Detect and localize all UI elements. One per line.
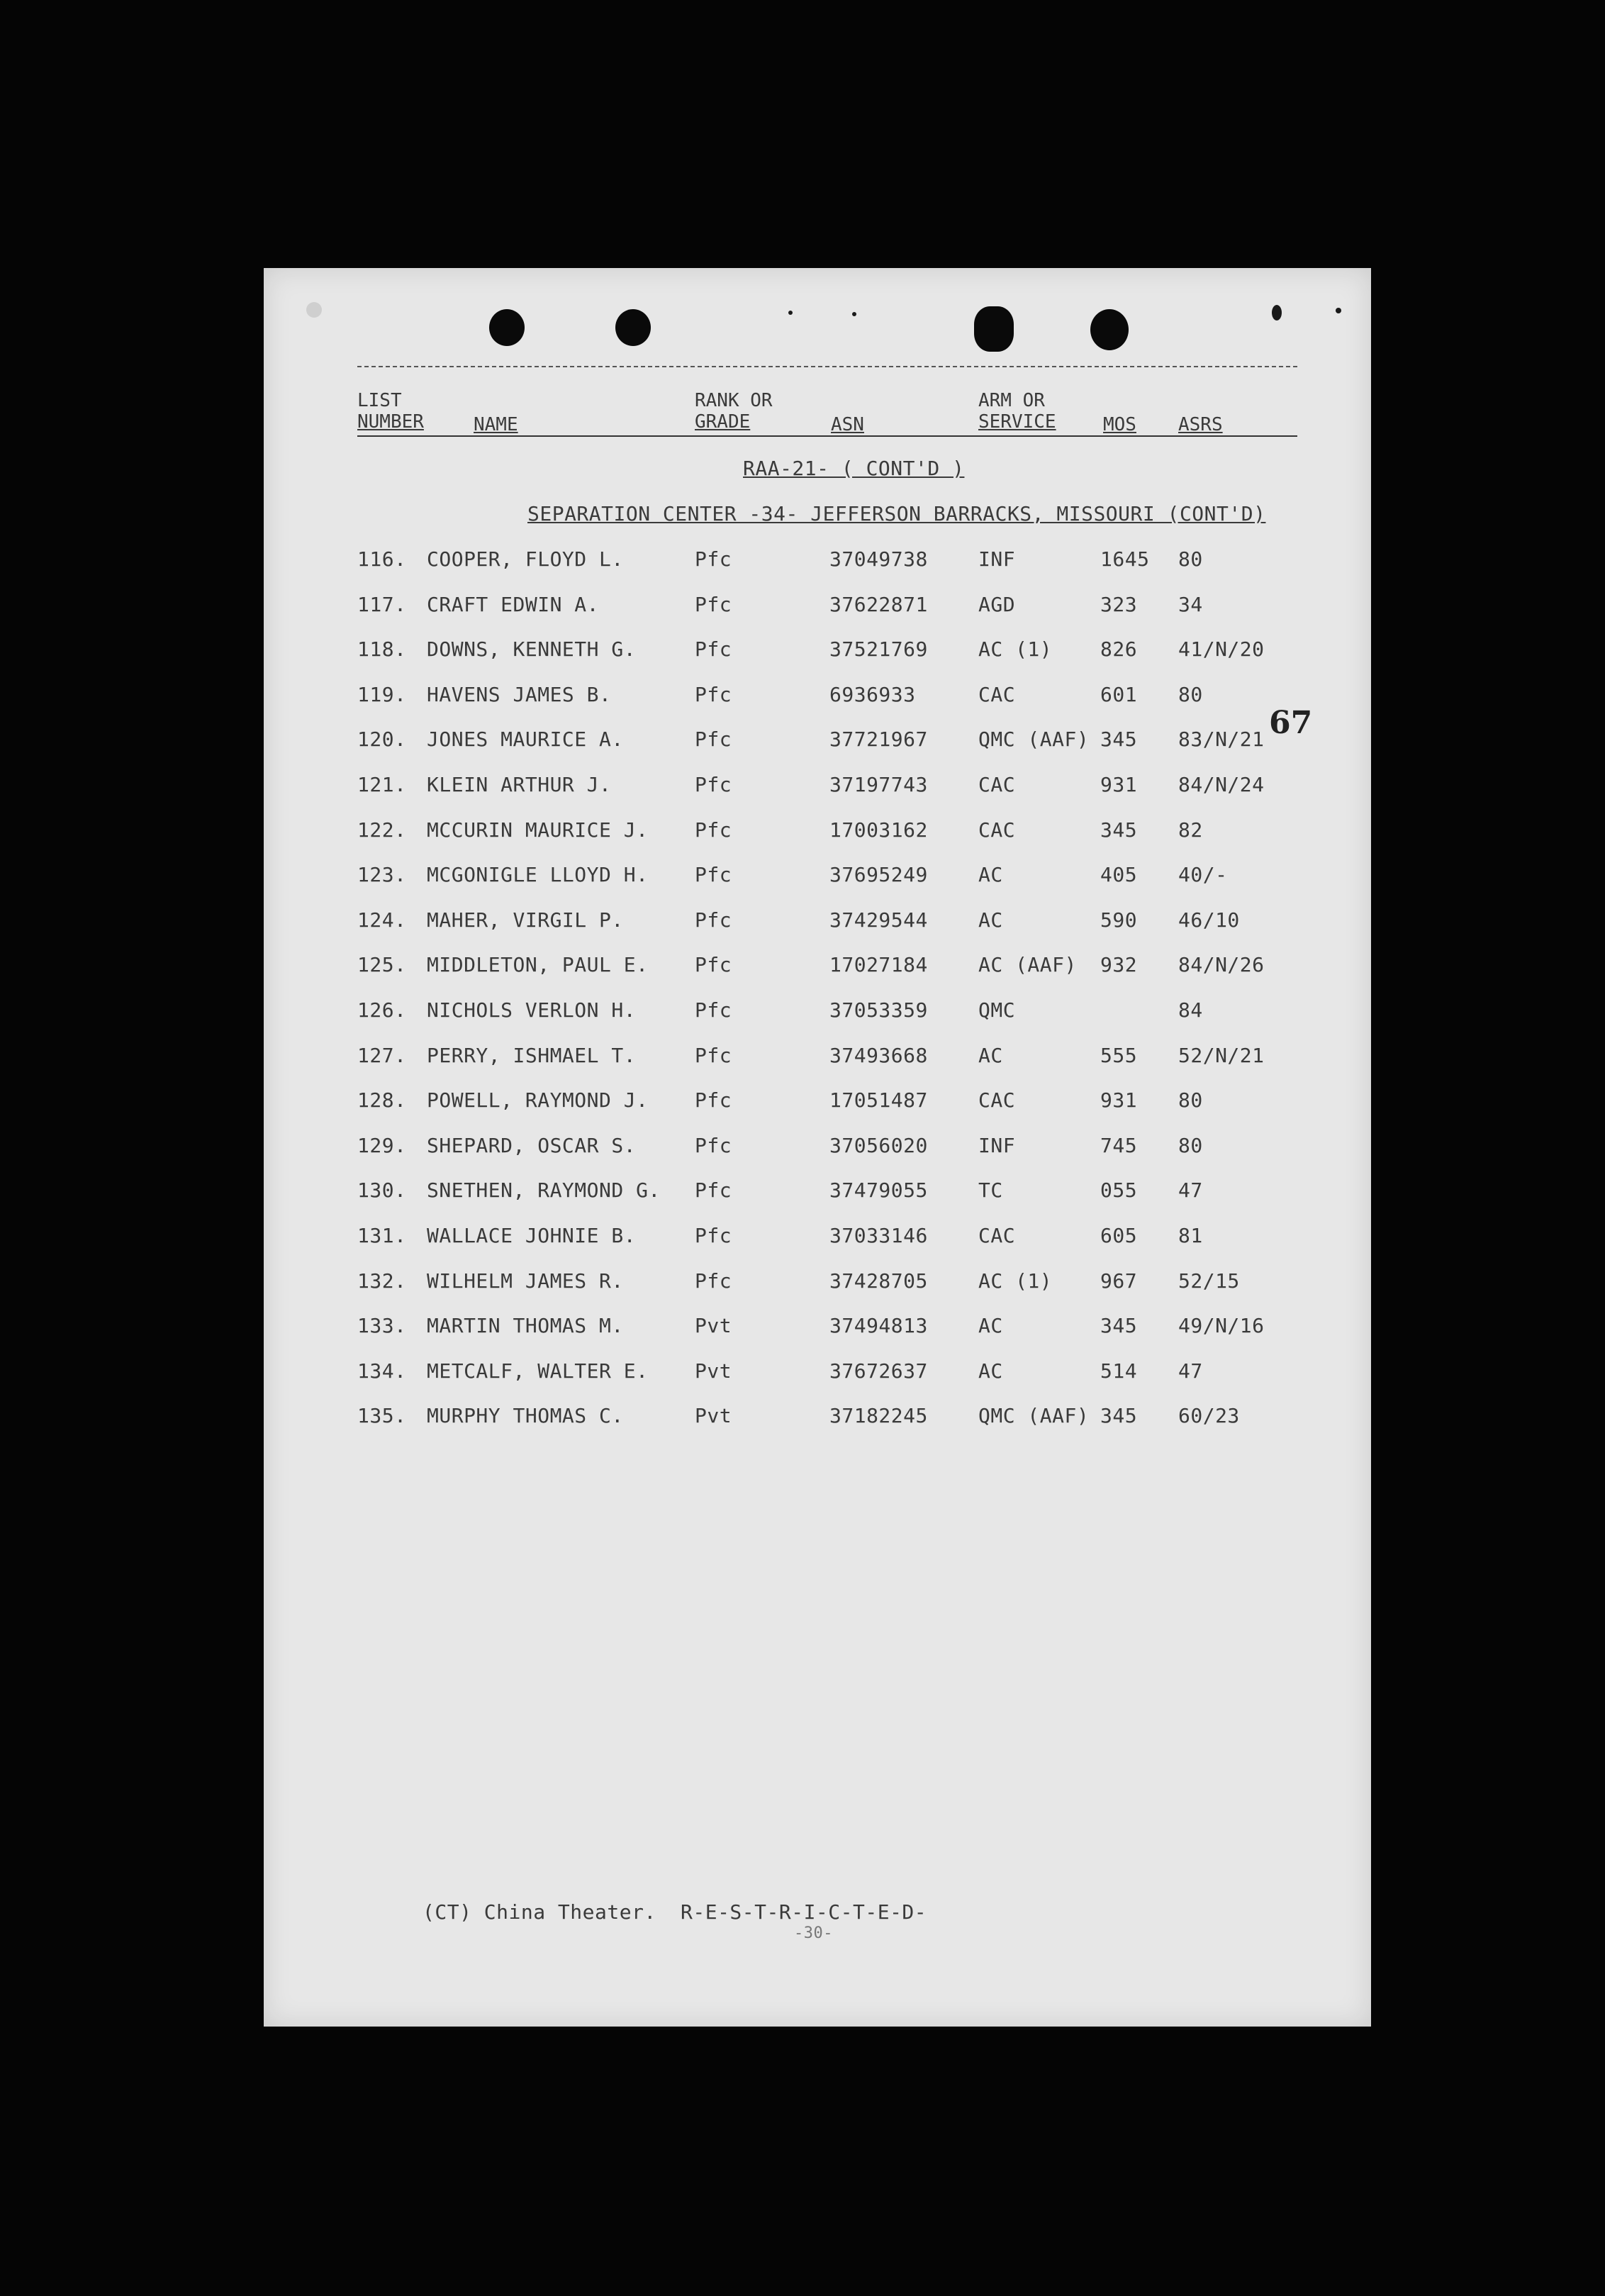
punch-hole <box>974 306 1014 352</box>
list-number: 134. <box>357 1359 407 1383</box>
table-row <box>264 1088 1371 1117</box>
grade-cell: Pfc <box>695 953 732 977</box>
name-cell: MAHER, VIRGIL P. <box>427 908 624 932</box>
list-number: 125. <box>357 953 407 977</box>
header-arm-service: ARM OR SERVICE <box>978 390 1056 433</box>
table-row <box>264 1044 1371 1072</box>
list-number: 126. <box>357 998 407 1022</box>
record-sheet <box>264 268 1371 2027</box>
table-row <box>264 547 1371 576</box>
grade-cell: Pfc <box>695 863 732 887</box>
asrs-cell: 84/N/26 <box>1178 953 1265 977</box>
table-row <box>264 773 1371 801</box>
grade-cell: Pfc <box>695 728 732 752</box>
list-number: 130. <box>357 1178 407 1203</box>
list-number: 120. <box>357 728 407 752</box>
arm-service-cell: AC <box>978 1359 1003 1383</box>
asn-cell: 37672637 <box>829 1359 928 1383</box>
arm-service-cell: AC <box>978 1314 1003 1338</box>
asn-cell: 37479055 <box>829 1178 928 1203</box>
asn-cell: 37056020 <box>829 1133 928 1157</box>
name-cell: WALLACE JOHNIE B. <box>427 1224 637 1247</box>
table-row <box>264 1404 1371 1432</box>
table-row <box>264 1359 1371 1388</box>
mos-cell: 826 <box>1100 637 1138 662</box>
mos-cell: 931 <box>1100 773 1138 796</box>
arm-service-cell: AC <box>978 863 1003 887</box>
mos-cell: 601 <box>1100 682 1138 706</box>
name-cell: MIDDLETON, PAUL E. <box>427 953 649 977</box>
name-cell: MURPHY THOMAS C. <box>427 1404 624 1428</box>
mos-cell: 931 <box>1100 1088 1138 1113</box>
mos-cell: 345 <box>1100 728 1138 752</box>
list-number: 118. <box>357 637 407 662</box>
name-cell: POWELL, RAYMOND J. <box>427 1088 649 1113</box>
paper-speck <box>852 312 856 316</box>
header-bottom-rule <box>357 435 1297 437</box>
asn-cell: 37494813 <box>829 1314 928 1338</box>
asrs-cell: 84/N/24 <box>1178 773 1265 796</box>
asn-cell: 37428705 <box>829 1269 928 1293</box>
list-number: 135. <box>357 1404 407 1428</box>
table-row <box>264 1178 1371 1207</box>
grade-cell: Pfc <box>695 1224 732 1247</box>
asn-cell: 17003162 <box>829 818 928 842</box>
arm-service-cell: CAC <box>978 1088 1016 1113</box>
asn-cell: 37049738 <box>829 547 928 571</box>
asrs-cell: 47 <box>1178 1178 1203 1203</box>
table-row <box>264 683 1371 711</box>
name-cell: SNETHEN, RAYMOND G. <box>427 1178 661 1203</box>
asn-cell: 37197743 <box>829 773 928 796</box>
asn-cell: 37521769 <box>829 637 928 662</box>
paper-speck <box>1272 305 1282 321</box>
header-name: NAME <box>474 414 518 435</box>
table-row <box>264 1134 1371 1162</box>
list-number: 117. <box>357 592 407 616</box>
asn-cell: 37053359 <box>829 998 928 1022</box>
mos-cell: 345 <box>1100 1404 1138 1428</box>
asrs-cell: 52/15 <box>1178 1269 1240 1293</box>
grade-cell: Pfc <box>695 818 732 842</box>
asrs-cell: 34 <box>1178 592 1203 616</box>
table-row <box>264 637 1371 666</box>
asn-cell: 37721967 <box>829 728 928 752</box>
arm-service-cell: CAC <box>978 773 1016 796</box>
asrs-cell: 82 <box>1178 818 1203 842</box>
mos-cell: 345 <box>1100 1314 1138 1338</box>
name-cell: HAVENS JAMES B. <box>427 682 612 706</box>
name-cell: METCALF, WALTER E. <box>427 1359 649 1383</box>
asrs-cell: 40/- <box>1178 863 1228 887</box>
grade-cell: Pfc <box>695 773 732 796</box>
asrs-cell: 80 <box>1178 1088 1203 1113</box>
asrs-cell: 80 <box>1178 547 1203 571</box>
mos-cell: 590 <box>1100 908 1138 932</box>
grade-cell: Pfc <box>695 637 732 662</box>
mos-cell: 745 <box>1100 1133 1138 1157</box>
list-number: 132. <box>357 1269 407 1293</box>
arm-service-cell: QMC (AAF) <box>978 1404 1090 1428</box>
name-cell: KLEIN ARTHUR J. <box>427 773 612 796</box>
arm-service-cell: AGD <box>978 592 1016 616</box>
table-row <box>264 953 1371 981</box>
mos-cell: 345 <box>1100 818 1138 842</box>
name-cell: WILHELM JAMES R. <box>427 1269 624 1293</box>
list-number: 127. <box>357 1043 407 1067</box>
margin-page-number: 67 <box>1269 705 1313 741</box>
asrs-cell: 46/10 <box>1178 908 1240 932</box>
section-title: SEPARATION CENTER -34- JEFFERSON BARRACKS, MISSOURI (CONT'D) <box>527 502 1266 525</box>
header-list-number: LIST NUMBER <box>357 390 424 433</box>
name-cell: CRAFT EDWIN A. <box>427 592 600 616</box>
footer-note: (CT) China Theater. <box>423 1900 656 1924</box>
name-cell: SHEPARD, OSCAR S. <box>427 1133 637 1157</box>
asrs-cell: 47 <box>1178 1359 1203 1383</box>
list-number: 123. <box>357 863 407 887</box>
table-row <box>264 1269 1371 1298</box>
header-top-rule <box>357 366 1297 367</box>
table-row <box>264 818 1371 847</box>
list-number: 133. <box>357 1314 407 1338</box>
grade-cell: Pvt <box>695 1314 732 1338</box>
asn-cell: 37429544 <box>829 908 928 932</box>
grade-cell: Pfc <box>695 1178 732 1203</box>
footer-classification: R-E-S-T-R-I-C-T-E-D- <box>681 1900 927 1924</box>
arm-service-cell: CAC <box>978 818 1016 842</box>
mos-cell: 514 <box>1100 1359 1138 1383</box>
name-cell: MCCURIN MAURICE J. <box>427 818 649 842</box>
list-number: 124. <box>357 908 407 932</box>
mos-cell: 932 <box>1100 953 1138 977</box>
table-row <box>264 728 1371 756</box>
table-row <box>264 863 1371 891</box>
name-cell: COOPER, FLOYD L. <box>427 547 624 571</box>
table-row <box>264 1224 1371 1252</box>
arm-service-cell: CAC <box>978 682 1016 706</box>
mos-cell: 555 <box>1100 1043 1138 1067</box>
asn-cell: 37033146 <box>829 1224 928 1247</box>
grade-cell: Pvt <box>695 1359 732 1383</box>
grade-cell: Pfc <box>695 1088 732 1113</box>
table-row <box>264 908 1371 937</box>
list-number: 122. <box>357 818 407 842</box>
arm-service-cell: INF <box>978 1133 1016 1157</box>
asn-cell: 17051487 <box>829 1088 928 1113</box>
arm-service-cell: QMC (AAF) <box>978 728 1090 752</box>
name-cell: MARTIN THOMAS M. <box>427 1314 624 1338</box>
paper-speck <box>1336 308 1341 313</box>
name-cell: JONES MAURICE A. <box>427 728 624 752</box>
asn-cell: 17027184 <box>829 953 928 977</box>
arm-service-cell: AC <box>978 1043 1003 1067</box>
grade-cell: Pfc <box>695 998 732 1022</box>
grade-cell: Pvt <box>695 1404 732 1428</box>
arm-service-cell: AC <box>978 908 1003 932</box>
grade-cell: Pfc <box>695 908 732 932</box>
arm-service-cell: CAC <box>978 1224 1016 1247</box>
asrs-cell: 60/23 <box>1178 1404 1240 1428</box>
name-cell: PERRY, ISHMAEL T. <box>427 1043 637 1067</box>
asrs-cell: 52/N/21 <box>1178 1043 1265 1067</box>
list-code: RAA-21- ( CONT'D ) <box>743 457 965 480</box>
asrs-cell: 83/N/21 <box>1178 728 1265 752</box>
mos-cell: 605 <box>1100 1224 1138 1247</box>
punch-hole <box>615 309 651 346</box>
arm-service-cell: AC (AAF) <box>978 953 1077 977</box>
grade-cell: Pfc <box>695 682 732 706</box>
mos-cell: 1645 <box>1100 547 1150 571</box>
arm-service-cell: AC (1) <box>978 637 1053 662</box>
punch-hole <box>1090 309 1129 350</box>
footer-page-number: -30- <box>794 1924 833 1942</box>
list-number: 121. <box>357 773 407 796</box>
mos-cell: 055 <box>1100 1178 1138 1203</box>
mos-cell: 405 <box>1100 863 1138 887</box>
asn-cell: 37493668 <box>829 1043 928 1067</box>
asrs-cell: 81 <box>1178 1224 1203 1247</box>
header-rank-grade: RANK OR GRADE <box>695 390 773 433</box>
header-mos: MOS <box>1103 414 1136 435</box>
name-cell: NICHOLS VERLON H. <box>427 998 637 1022</box>
grade-cell: Pfc <box>695 1133 732 1157</box>
name-cell: MCGONIGLE LLOYD H. <box>427 863 649 887</box>
table-row <box>264 593 1371 621</box>
list-number: 116. <box>357 547 407 571</box>
arm-service-cell: AC (1) <box>978 1269 1053 1293</box>
asrs-cell: 41/N/20 <box>1178 637 1265 662</box>
asrs-cell: 80 <box>1178 1133 1203 1157</box>
asrs-cell: 84 <box>1178 998 1203 1022</box>
punch-hole <box>489 309 525 346</box>
asrs-cell: 49/N/16 <box>1178 1314 1265 1338</box>
asn-cell: 37695249 <box>829 863 928 887</box>
paper-speck <box>788 311 793 315</box>
asn-cell: 37622871 <box>829 592 928 616</box>
table-row <box>264 998 1371 1027</box>
header-asrs: ASRS <box>1178 414 1223 435</box>
list-number: 131. <box>357 1224 407 1247</box>
asn-cell: 37182245 <box>829 1404 928 1428</box>
arm-service-cell: TC <box>978 1178 1003 1203</box>
grade-cell: Pfc <box>695 592 732 616</box>
grade-cell: Pfc <box>695 547 732 571</box>
arm-service-cell: INF <box>978 547 1016 571</box>
grade-cell: Pfc <box>695 1269 732 1293</box>
table-row <box>264 1314 1371 1342</box>
arm-service-cell: QMC <box>978 998 1016 1022</box>
list-number: 119. <box>357 682 407 706</box>
mos-cell: 967 <box>1100 1269 1138 1293</box>
name-cell: DOWNS, KENNETH G. <box>427 637 637 662</box>
list-number: 128. <box>357 1088 407 1113</box>
list-number: 129. <box>357 1133 407 1157</box>
header-asn: ASN <box>831 414 864 435</box>
paper-speck <box>306 302 322 318</box>
grade-cell: Pfc <box>695 1043 732 1067</box>
asrs-cell: 80 <box>1178 682 1203 706</box>
mos-cell: 323 <box>1100 592 1138 616</box>
asn-cell: 6936933 <box>829 682 916 706</box>
